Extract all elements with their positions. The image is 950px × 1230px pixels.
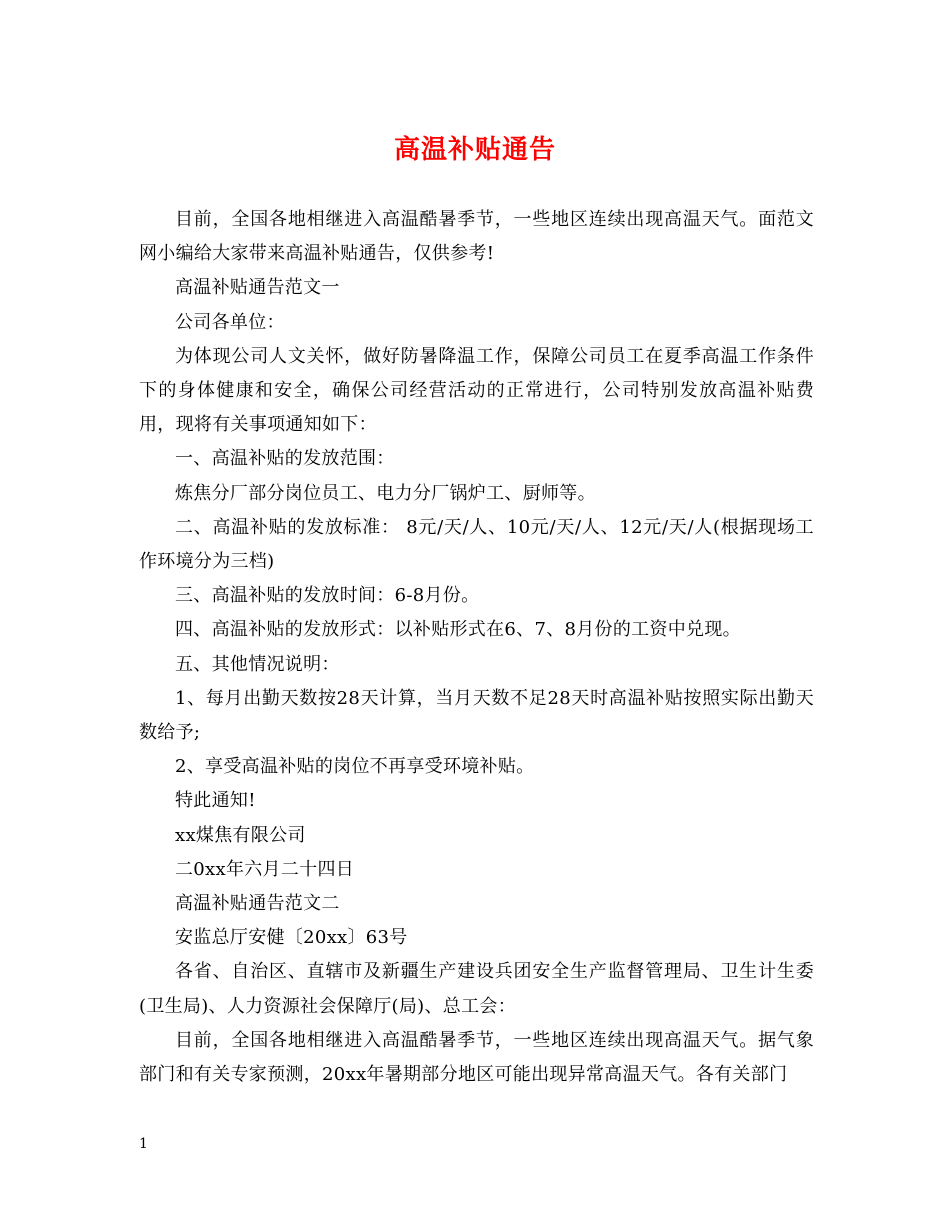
paragraph: 三、高温补贴的发放时间：6-8月份。 (175, 585, 480, 607)
paragraph: 一、高温补贴的发放范围： (175, 448, 395, 470)
paragraph: xx煤焦有限公司 (175, 824, 306, 846)
paragraph: 高温补贴通告范文一 (175, 277, 340, 299)
document-body (139, 203, 814, 1092)
paragraph: 二、高温补贴的发放标准： 8元/天/人、10元/天/人、12元/天/人(根据现场工作环境分为三档) (139, 516, 814, 573)
paragraph: 特此通知! (175, 790, 256, 812)
paragraph: 炼焦分厂部分岗位员工、电力分厂锅炉工、厨师等。 (175, 482, 596, 504)
paragraph: 高温补贴通告范文二 (175, 893, 340, 915)
paragraph: 2、享受高温补贴的岗位不再享受环境补贴。 (175, 756, 535, 778)
document-title: 高温补贴通告 (393, 135, 556, 165)
paragraph: 公司各单位： (175, 311, 285, 333)
page-number: 1 (139, 1136, 148, 1152)
paragraph: 各省、自治区、直辖市及新疆生产建设兵团安全生产监督管理局、卫生计生委(卫生局)、人力资源社会保障厅(局)、总工会： (139, 961, 814, 1017)
paragraph: 为体现公司人文关怀，做好防暑降温工作，保障公司员工在夏季高温工作条件下的身体健康和安全，确保公司经营活动的正常进行，公司特别发放高温补贴费用，现将有关事项通知如下： (139, 345, 814, 436)
paragraph: 五、其他情况说明： (175, 653, 340, 675)
paragraph: 四、高温补贴的发放形式：以补贴形式在6、7、8月份的工资中兑现。 (175, 619, 741, 641)
paragraph: 1、每月出勤天数按28天计算，当月天数不足28天时高温补贴按照实际出勤天数给予; (139, 687, 814, 744)
paragraph: 目前，全国各地相继进入高温酷暑季节，一些地区连续出现高温天气。据气象部门和有关专家预测，20xx年暑期部分地区可能出现异常高温天气。各有关部门 (139, 1029, 814, 1086)
paragraph: 二0xx年六月二十四日 (175, 858, 355, 880)
paragraph: 目前，全国各地相继进入高温酷暑季节，一些地区连续出现高温天气。面范文网小编给大家带来高温补贴通告，仅供参考! (139, 209, 814, 265)
paragraph: 安监总厅安健〔20xx〕63号 (175, 927, 408, 949)
